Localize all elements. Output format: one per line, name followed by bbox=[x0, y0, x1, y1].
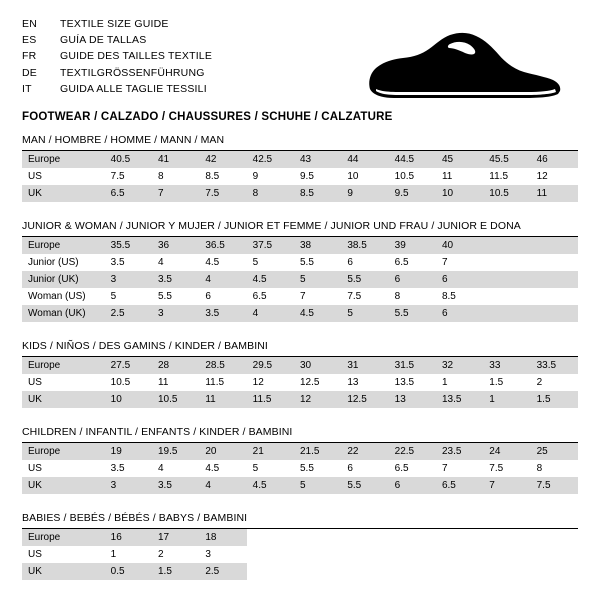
cell: 6.5 bbox=[247, 288, 294, 305]
size-table-babies bbox=[22, 512, 578, 580]
cell: 6.5 bbox=[105, 185, 152, 202]
language-code: FR bbox=[22, 50, 37, 63]
cell bbox=[294, 546, 341, 563]
size-table bbox=[22, 237, 578, 322]
row-label: US bbox=[22, 546, 105, 563]
cell: 4.5 bbox=[247, 477, 294, 494]
row-label: US bbox=[22, 374, 105, 391]
row-label: Junior (UK) bbox=[22, 271, 105, 288]
cell: 4.5 bbox=[247, 271, 294, 288]
cell: 6 bbox=[436, 305, 483, 322]
cell: 5 bbox=[105, 288, 152, 305]
cell: 5 bbox=[247, 254, 294, 271]
cell: 38 bbox=[294, 237, 341, 254]
cell: 3.5 bbox=[105, 460, 152, 477]
cell: 6 bbox=[389, 271, 436, 288]
cell: 11.5 bbox=[483, 168, 530, 185]
cell bbox=[389, 563, 436, 580]
cell: 0.5 bbox=[105, 563, 152, 580]
size-table bbox=[22, 529, 578, 580]
page-title: FOOTWEAR / CALZADO / CHAUSSURES / SCHUHE / CALZATURE bbox=[22, 111, 393, 124]
cell: 44.5 bbox=[389, 151, 436, 168]
table-row bbox=[22, 529, 578, 546]
cell bbox=[531, 546, 578, 563]
table-row bbox=[22, 305, 578, 322]
cell: 4 bbox=[152, 460, 199, 477]
cell: 5.5 bbox=[389, 305, 436, 322]
table-row bbox=[22, 271, 578, 288]
cell: 45 bbox=[436, 151, 483, 168]
cell: 38.5 bbox=[341, 237, 388, 254]
cell: 33.5 bbox=[531, 357, 578, 374]
cell: 31 bbox=[341, 357, 388, 374]
cell: 13.5 bbox=[389, 374, 436, 391]
row-label: Europe bbox=[22, 443, 105, 460]
cell: 42 bbox=[199, 151, 246, 168]
cell: 3.5 bbox=[152, 271, 199, 288]
cell: 7.5 bbox=[483, 460, 530, 477]
cell: 11.5 bbox=[199, 374, 246, 391]
cell: 41 bbox=[152, 151, 199, 168]
cell: 16 bbox=[105, 529, 152, 546]
cell: 6 bbox=[341, 254, 388, 271]
cell: 33 bbox=[483, 357, 530, 374]
language-title: GUIDA ALLE TAGLIE TESSILI bbox=[60, 82, 207, 95]
cell bbox=[483, 271, 530, 288]
size-table bbox=[22, 443, 578, 494]
cell: 13.5 bbox=[436, 391, 483, 408]
cell: 31.5 bbox=[389, 357, 436, 374]
cell bbox=[483, 529, 530, 546]
size-table-kids bbox=[22, 340, 578, 408]
cell: 10 bbox=[436, 185, 483, 202]
row-label: UK bbox=[22, 477, 105, 494]
cell bbox=[483, 254, 530, 271]
document-header bbox=[22, 16, 578, 124]
table-row bbox=[22, 391, 578, 408]
table-row bbox=[22, 477, 578, 494]
cell: 2.5 bbox=[105, 305, 152, 322]
size-table bbox=[22, 357, 578, 408]
size-table bbox=[22, 151, 578, 202]
cell bbox=[247, 529, 294, 546]
cell: 40.5 bbox=[105, 151, 152, 168]
cell: 3 bbox=[105, 271, 152, 288]
cell: 5 bbox=[247, 460, 294, 477]
cell bbox=[483, 563, 530, 580]
cell: 3 bbox=[199, 546, 246, 563]
cell: 6 bbox=[199, 288, 246, 305]
cell: 4 bbox=[199, 271, 246, 288]
cell bbox=[483, 288, 530, 305]
cell: 39 bbox=[389, 237, 436, 254]
row-label: UK bbox=[22, 185, 105, 202]
cell: 13 bbox=[389, 391, 436, 408]
table-title: CHILDREN / INFANTIL / ENFANTS / KINDER / BAMBINI bbox=[22, 426, 293, 438]
cell: 6 bbox=[436, 271, 483, 288]
cell: 11 bbox=[199, 391, 246, 408]
row-label: UK bbox=[22, 563, 105, 580]
cell bbox=[389, 529, 436, 546]
cell: 7 bbox=[436, 254, 483, 271]
row-label: Junior (US) bbox=[22, 254, 105, 271]
cell: 5.5 bbox=[152, 288, 199, 305]
cell: 3 bbox=[105, 477, 152, 494]
cell: 43 bbox=[294, 151, 341, 168]
dress-shoe-icon bbox=[364, 28, 564, 104]
cell bbox=[483, 546, 530, 563]
table-row bbox=[22, 460, 578, 477]
row-label: Europe bbox=[22, 151, 105, 168]
cell: 5 bbox=[294, 477, 341, 494]
cell: 7 bbox=[294, 288, 341, 305]
table-row bbox=[22, 374, 578, 391]
table-row bbox=[22, 151, 578, 168]
cell: 42.5 bbox=[247, 151, 294, 168]
cell: 28.5 bbox=[199, 357, 246, 374]
cell: 7 bbox=[436, 460, 483, 477]
cell: 30 bbox=[294, 357, 341, 374]
cell: 5.5 bbox=[294, 254, 341, 271]
cell: 11 bbox=[531, 185, 578, 202]
language-title: TEXTILGRÖSSENFÜHRUNG bbox=[60, 66, 205, 79]
cell: 10.5 bbox=[105, 374, 152, 391]
cell: 44 bbox=[341, 151, 388, 168]
cell: 5 bbox=[294, 271, 341, 288]
table-row bbox=[22, 185, 578, 202]
cell: 8 bbox=[152, 168, 199, 185]
cell bbox=[531, 237, 578, 254]
cell: 24 bbox=[483, 443, 530, 460]
table-row bbox=[22, 288, 578, 305]
table-row bbox=[22, 254, 578, 271]
cell: 28 bbox=[152, 357, 199, 374]
cell: 6 bbox=[389, 477, 436, 494]
cell: 2.5 bbox=[199, 563, 246, 580]
language-code: DE bbox=[22, 66, 37, 79]
cell: 45.5 bbox=[483, 151, 530, 168]
cell bbox=[389, 546, 436, 563]
cell: 10 bbox=[105, 391, 152, 408]
cell: 6.5 bbox=[389, 254, 436, 271]
cell: 5.5 bbox=[294, 460, 341, 477]
cell: 22 bbox=[341, 443, 388, 460]
cell: 13 bbox=[341, 374, 388, 391]
cell: 11.5 bbox=[247, 391, 294, 408]
row-label: Europe bbox=[22, 237, 105, 254]
cell: 20 bbox=[199, 443, 246, 460]
cell: 36.5 bbox=[199, 237, 246, 254]
cell: 19.5 bbox=[152, 443, 199, 460]
language-title: GUÍA DE TALLAS bbox=[60, 34, 147, 47]
cell: 35.5 bbox=[105, 237, 152, 254]
cell: 7.5 bbox=[199, 185, 246, 202]
cell: 32 bbox=[436, 357, 483, 374]
cell: 8 bbox=[531, 460, 578, 477]
language-code: EN bbox=[22, 18, 37, 30]
cell: 8.5 bbox=[294, 185, 341, 202]
cell: 9 bbox=[247, 168, 294, 185]
cell: 3.5 bbox=[199, 305, 246, 322]
cell: 1.5 bbox=[483, 374, 530, 391]
cell: 1.5 bbox=[531, 391, 578, 408]
cell: 6.5 bbox=[389, 460, 436, 477]
row-label: Europe bbox=[22, 529, 105, 546]
cell bbox=[531, 529, 578, 546]
row-label: US bbox=[22, 460, 105, 477]
cell: 19 bbox=[105, 443, 152, 460]
cell: 5 bbox=[341, 305, 388, 322]
row-label: Europe bbox=[22, 357, 105, 374]
row-label: US bbox=[22, 168, 105, 185]
cell: 4.5 bbox=[199, 460, 246, 477]
table-title: BABIES / BEBÉS / BÉBÉS / BABYS / BAMBINI bbox=[22, 512, 248, 524]
cell: 3.5 bbox=[152, 477, 199, 494]
cell: 12.5 bbox=[294, 374, 341, 391]
cell: 5.5 bbox=[341, 271, 388, 288]
row-label: UK bbox=[22, 391, 105, 408]
cell bbox=[341, 529, 388, 546]
cell: 1 bbox=[436, 374, 483, 391]
cell: 8 bbox=[247, 185, 294, 202]
cell: 7.5 bbox=[341, 288, 388, 305]
cell: 9 bbox=[341, 185, 388, 202]
cell: 36 bbox=[152, 237, 199, 254]
cell: 12.5 bbox=[341, 391, 388, 408]
cell bbox=[436, 563, 483, 580]
cell: 9.5 bbox=[389, 185, 436, 202]
size-table-children bbox=[22, 426, 578, 494]
table-title: KIDS / NIÑOS / DES GAMINS / KINDER / BAMBINI bbox=[22, 340, 268, 352]
cell: 9.5 bbox=[294, 168, 341, 185]
cell: 8.5 bbox=[436, 288, 483, 305]
cell: 27.5 bbox=[105, 357, 152, 374]
cell: 25 bbox=[531, 443, 578, 460]
cell: 2 bbox=[152, 546, 199, 563]
cell: 10.5 bbox=[389, 168, 436, 185]
cell: 21.5 bbox=[294, 443, 341, 460]
cell: 7.5 bbox=[531, 477, 578, 494]
cell: 11 bbox=[436, 168, 483, 185]
cell: 10.5 bbox=[152, 391, 199, 408]
cell bbox=[483, 305, 530, 322]
table-row bbox=[22, 357, 578, 374]
table-row bbox=[22, 546, 578, 563]
cell bbox=[531, 305, 578, 322]
cell: 2 bbox=[531, 374, 578, 391]
cell: 12 bbox=[294, 391, 341, 408]
cell: 4.5 bbox=[199, 254, 246, 271]
cell: 1 bbox=[483, 391, 530, 408]
cell bbox=[341, 563, 388, 580]
size-table-junior-woman bbox=[22, 220, 578, 322]
table-row bbox=[22, 237, 578, 254]
cell: 4 bbox=[199, 477, 246, 494]
cell: 7 bbox=[152, 185, 199, 202]
row-label: Woman (US) bbox=[22, 288, 105, 305]
cell bbox=[436, 546, 483, 563]
cell: 29.5 bbox=[247, 357, 294, 374]
cell: 23.5 bbox=[436, 443, 483, 460]
language-title: GUIDE DES TAILLES TEXTILE bbox=[60, 50, 213, 63]
size-table-man bbox=[22, 134, 578, 202]
cell: 4 bbox=[152, 254, 199, 271]
language-code: ES bbox=[22, 34, 37, 47]
cell: 12 bbox=[247, 374, 294, 391]
cell: 3 bbox=[152, 305, 199, 322]
cell: 11 bbox=[152, 374, 199, 391]
cell: 8 bbox=[389, 288, 436, 305]
cell: 4.5 bbox=[294, 305, 341, 322]
cell bbox=[294, 563, 341, 580]
cell bbox=[531, 254, 578, 271]
cell: 46 bbox=[531, 151, 578, 168]
cell bbox=[247, 546, 294, 563]
cell: 5.5 bbox=[341, 477, 388, 494]
row-label: Woman (UK) bbox=[22, 305, 105, 322]
cell: 1.5 bbox=[152, 563, 199, 580]
cell: 22.5 bbox=[389, 443, 436, 460]
cell: 3.5 bbox=[105, 254, 152, 271]
cell: 4 bbox=[247, 305, 294, 322]
table-title: JUNIOR & WOMAN / JUNIOR Y MUJER / JUNIOR ET FEMME / JUNIOR UND FRAU / JUNIOR E DONA bbox=[22, 220, 521, 232]
cell bbox=[294, 529, 341, 546]
cell: 40 bbox=[436, 237, 483, 254]
cell: 6 bbox=[341, 460, 388, 477]
cell bbox=[341, 546, 388, 563]
cell: 10 bbox=[341, 168, 388, 185]
table-title: MAN / HOMBRE / HOMME / MANN / MAN bbox=[22, 134, 225, 146]
cell: 8.5 bbox=[199, 168, 246, 185]
cell: 12 bbox=[531, 168, 578, 185]
cell: 7.5 bbox=[105, 168, 152, 185]
language-title: TEXTILE SIZE GUIDE bbox=[60, 18, 169, 30]
cell bbox=[247, 563, 294, 580]
cell: 7 bbox=[483, 477, 530, 494]
cell: 37.5 bbox=[247, 237, 294, 254]
table-row bbox=[22, 443, 578, 460]
cell bbox=[531, 563, 578, 580]
cell bbox=[436, 529, 483, 546]
language-code: IT bbox=[22, 82, 32, 95]
cell: 10.5 bbox=[483, 185, 530, 202]
cell bbox=[531, 288, 578, 305]
cell: 17 bbox=[152, 529, 199, 546]
cell: 21 bbox=[247, 443, 294, 460]
cell bbox=[483, 237, 530, 254]
cell bbox=[531, 271, 578, 288]
table-row bbox=[22, 563, 578, 580]
cell: 1 bbox=[105, 546, 152, 563]
cell: 18 bbox=[199, 529, 246, 546]
cell: 6.5 bbox=[436, 477, 483, 494]
table-row bbox=[22, 168, 578, 185]
